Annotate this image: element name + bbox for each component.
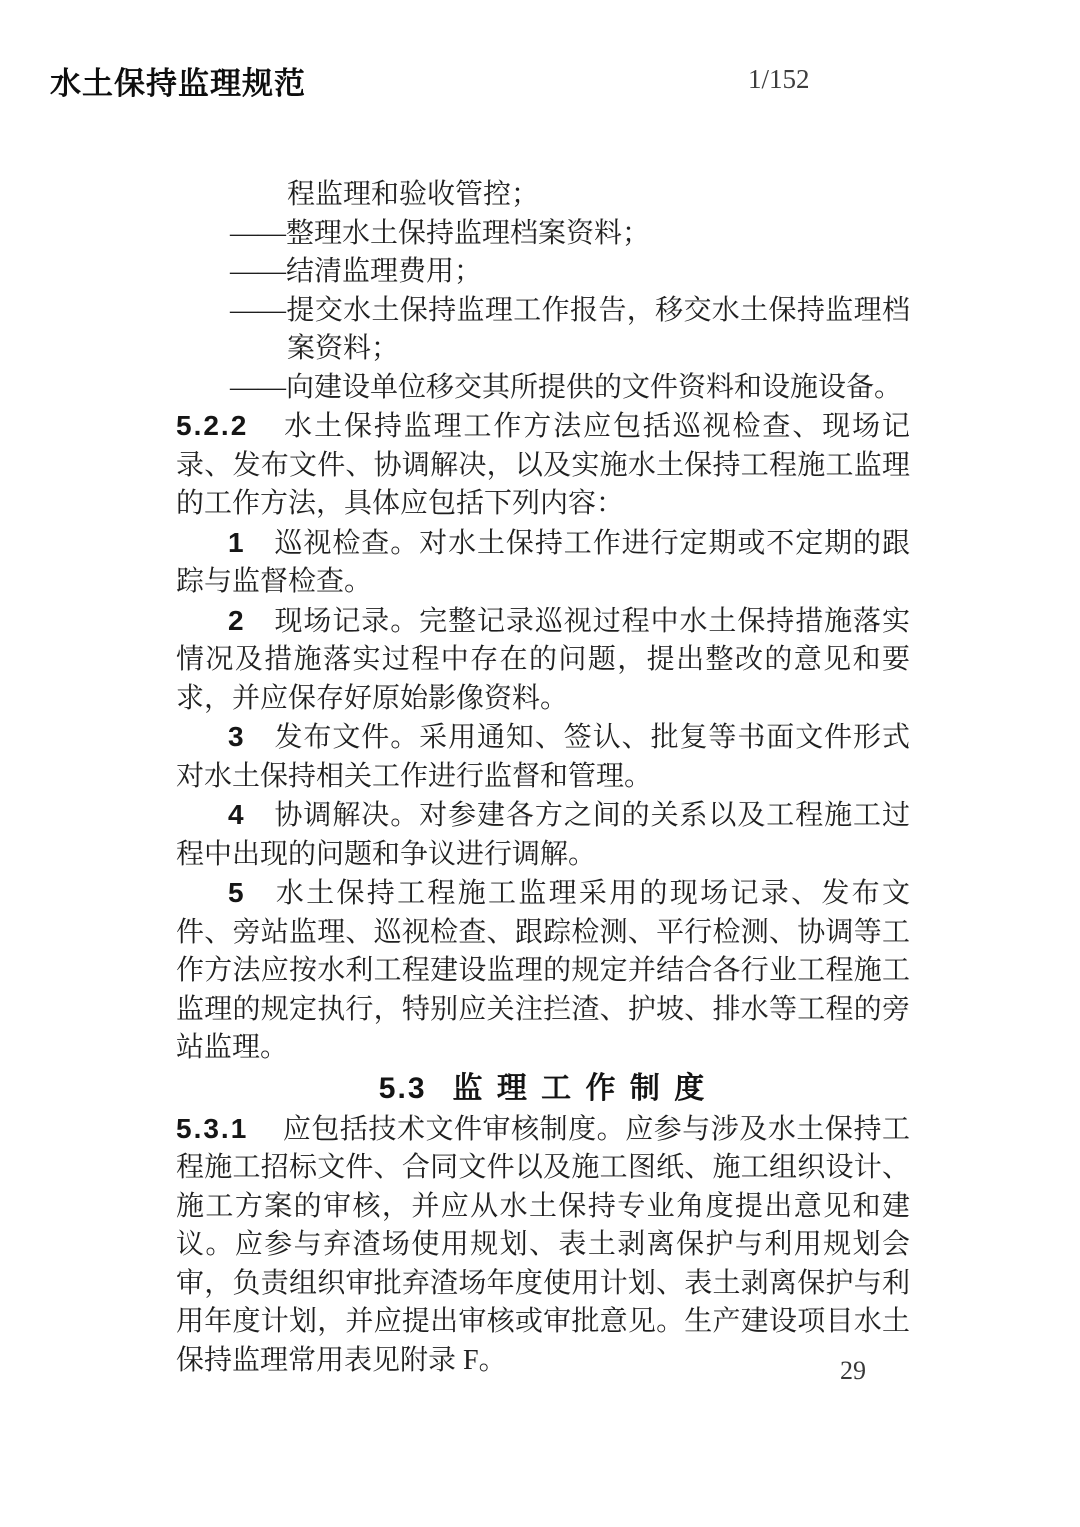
dash-list-item: ——提交水土保持监理工作报告，移交水土保持监理档案资料； <box>230 294 910 364</box>
item-number: 5 <box>228 877 244 908</box>
item-text: 发布文件。采用通知、签认、批复等书面文件形式对水土保持相关工作进行监督和管理。 <box>176 722 910 792</box>
item-number: 2 <box>228 604 244 636</box>
item-number: 1 <box>228 526 244 558</box>
clause-text: 应包括技术文件审核制度。应参与涉及水土保持工程施工招标文件、合同文件以及施工图纸、施工组织设计、施工方案的审核，并应从水土保持专业角度提出意见和建议。应参与弃渣场使用规划、表土剥离保护与利用规划会审，负责组织审批弃渣场年度使用计划、表土剥离保护与利用年度计划，并应提出审核或审批意见。生产建设项目水土保持监理常用表见附录 F。 <box>176 1113 910 1376</box>
clause-number: 5.2.2 <box>176 410 249 441</box>
document-body <box>176 176 910 1380</box>
section-heading-title: 监 理 工 作 制 度 <box>452 1071 708 1105</box>
item-text: 现场记录。完整记录巡视过程中水土保持措施落实情况及措施落实过程中存在的问题，提出整改的意见和要求，并应保存好原始影像资料。 <box>176 605 910 714</box>
continued-line: 程监理和验收管控； <box>287 179 540 210</box>
page-number: 29 <box>840 1356 866 1385</box>
numbered-item <box>176 602 910 719</box>
page-indicator: 1/152 <box>748 64 810 94</box>
dash-list-item: ——整理水土保持监理档案资料； <box>230 217 651 249</box>
item-text: 协调解决。对参建各方之间的关系以及工程施工过程中出现的问题和争议进行调解。 <box>176 800 910 870</box>
item-text: 水土保持工程施工监理采用的现场记录、发布文件、旁站监理、巡视检查、跟踪检测、平行检测、协调等工作方法应按水利工程建设监理的规定并结合各行业工程施工监理的规定执行，特别应关注拦渣、护坡、排水等工程的旁站监理。 <box>176 878 910 1063</box>
section-heading-number: 5.3 <box>378 1071 427 1105</box>
dash-list-item: ——结清监理费用； <box>230 256 483 287</box>
clause-number: 5.3.1 <box>176 1112 249 1144</box>
numbered-item <box>176 874 910 1068</box>
clause-5-3-1 <box>176 1110 910 1381</box>
dash-list-item: ——向建设单位移交其所提供的文件资料和设施设备。 <box>230 371 903 403</box>
section-heading-5-3 <box>176 1068 910 1110</box>
numbered-item <box>176 718 910 796</box>
numbered-item <box>176 796 910 874</box>
item-number: 3 <box>228 721 244 752</box>
document-title: 水土保持监理规范 <box>50 66 306 101</box>
item-number: 4 <box>228 799 244 830</box>
item-text: 巡视检查。对水土保持工作进行定期或不定期的跟踪与监督检查。 <box>176 527 910 597</box>
numbered-item <box>176 524 910 602</box>
clause-5-2-2 <box>176 407 910 524</box>
clause-text: 水土保持监理工作方法应包括巡视检查、现场记录、发布文件、协调解决，以及实施水土保持工程施工监理的工作方法，具体应包括下列内容： <box>176 411 910 519</box>
